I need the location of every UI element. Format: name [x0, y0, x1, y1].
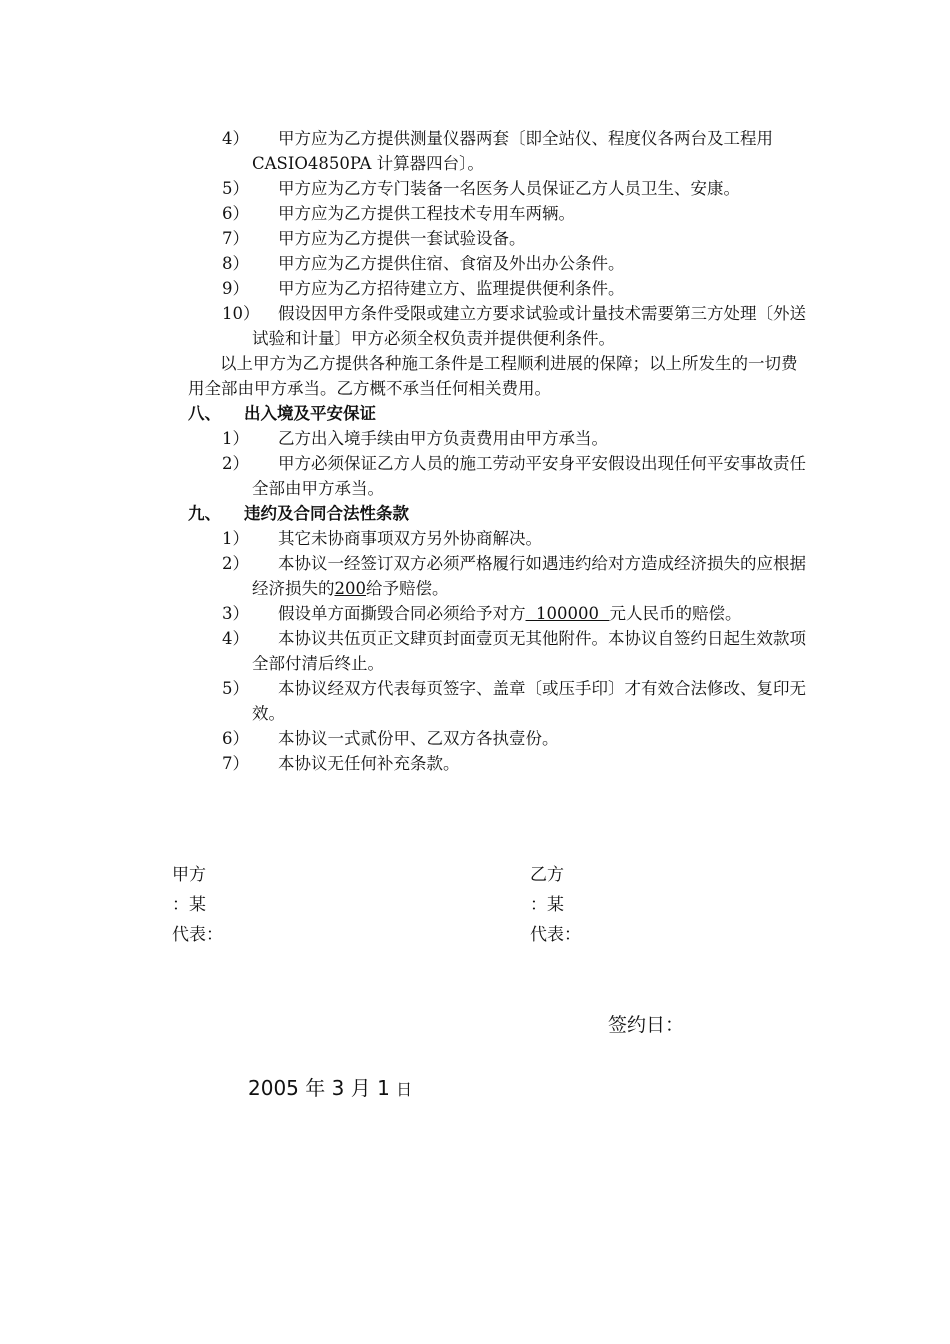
item-text: 乙方出入境手续由甲方负责费用由甲方承当。	[278, 429, 608, 448]
party-a-name: ：某	[172, 895, 206, 915]
list-item	[222, 526, 812, 551]
item-text-before: 本协议一经签订双方必须严格履行如遇违约给对方造成经济损失的应根据经济损失的	[252, 554, 806, 598]
list-item	[222, 301, 812, 351]
item-text: 本协议一式贰份甲、乙双方各执壹份。	[278, 729, 559, 748]
item-number: 7）	[222, 754, 249, 773]
list-item	[222, 201, 812, 226]
party-a-signature	[172, 860, 223, 950]
item-number: 6）	[222, 729, 249, 748]
item-text: 甲方必须保证乙方人员的施工劳动平安身平安假设出现任何平安事故责任全部由甲方承当。	[252, 454, 806, 498]
item-number: 9）	[222, 279, 249, 298]
list-item	[222, 626, 812, 676]
list-item	[222, 251, 812, 276]
party-a-representative: 代表：	[172, 925, 223, 945]
list-item	[222, 226, 812, 251]
item-number: 2）	[222, 554, 249, 573]
item-number: 2）	[222, 454, 249, 473]
item-number: 10）	[222, 304, 260, 323]
sign-date	[248, 1072, 412, 1101]
summary-paragraph: 以上甲方为乙方提供各种施工条件是工程顺利进展的保障；以上所发生的一切费用全部由甲方承当。乙方概不承当任何相关费用。	[188, 354, 798, 398]
item-text: 甲方应为乙方专门装备一名医务人员保证乙方人员卫生、安康。	[278, 179, 740, 198]
date-day: 1	[377, 1076, 390, 1100]
compensation-amount: 200	[334, 579, 366, 598]
item-text-before: 假设单方面撕毁合同必须给予对方	[278, 604, 526, 623]
item-text: 本协议经双方代表每页签字、盖章〔或压手印〕才有效合法修改、复印无效。	[252, 679, 806, 723]
party-a-label: 甲方	[172, 865, 206, 885]
date-year-unit: 年	[305, 1076, 326, 1100]
date-month-unit: 月	[350, 1076, 371, 1100]
penalty-amount: 100000	[525, 604, 610, 623]
item-text: 甲方应为乙方提供测量仪器两套〔即全站仪、程度仪各两台及工程用 CASIO4850PA 计算器四台〕。	[252, 129, 773, 173]
date-year: 2005	[248, 1076, 299, 1100]
item-number: 4）	[222, 629, 249, 648]
list-item	[222, 676, 812, 726]
item-number: 6）	[222, 204, 249, 223]
item-number: 5）	[222, 679, 249, 698]
item-text: 假设因甲方条件受限或建立方要求试验或计量技术需要第三方处理〔外送试验和计量〕甲方必须全权负责并提供便利条件。	[252, 304, 806, 348]
item-text: 甲方应为乙方提供住宿、食宿及外出办公条件。	[278, 254, 625, 273]
section-number: 九、	[188, 504, 221, 523]
list-item	[222, 551, 812, 601]
party-b-representative: 代表：	[530, 925, 581, 945]
item-text: 甲方应为乙方提供一套试验设备。	[278, 229, 526, 248]
list-item	[222, 176, 812, 201]
item-number: 5）	[222, 179, 249, 198]
list-item	[222, 426, 812, 451]
list-item	[222, 451, 812, 501]
party-b-name: ：某	[530, 895, 564, 915]
item-text	[222, 551, 812, 601]
section-title: 违约及合同合法性条款	[244, 504, 409, 523]
section-number: 八、	[188, 404, 221, 423]
party-b-signature	[530, 860, 581, 950]
item-text: 其它未协商事项双方另外协商解决。	[278, 529, 542, 548]
sign-date-label: 签约日：	[608, 1014, 685, 1036]
section-heading	[188, 401, 376, 426]
item-number: 3）	[222, 604, 249, 623]
item-text: 本协议共伍页正文肆页封面壹页无其他附件。本协议自签约日起生效款项全部付清后终止。	[252, 629, 806, 673]
party-b-label: 乙方	[530, 865, 564, 885]
item-text-after: 元人民币的赔偿。	[609, 604, 742, 623]
item-number: 1）	[222, 529, 249, 548]
item-number: 7）	[222, 229, 249, 248]
item-text: 本协议无任何补充条款。	[278, 754, 460, 773]
item-text: 甲方应为乙方提供工程技术专用车两辆。	[278, 204, 575, 223]
list-item	[222, 601, 812, 626]
list-item	[222, 126, 812, 176]
item-number: 8）	[222, 254, 249, 273]
item-text-after: 给予赔偿。	[366, 579, 449, 598]
list-item	[222, 726, 812, 751]
item-text	[222, 601, 812, 626]
item-text: 甲方应为乙方招待建立方、监理提供便利条件。	[278, 279, 625, 298]
date-month: 3	[331, 1076, 345, 1100]
section-title: 出入境及平安保证	[244, 404, 376, 423]
item-number: 1）	[222, 429, 249, 448]
date-day-unit: 日	[396, 1080, 413, 1099]
list-item	[222, 751, 812, 776]
list-item	[222, 276, 812, 301]
item-number: 4）	[222, 129, 249, 148]
section-heading	[188, 501, 409, 526]
